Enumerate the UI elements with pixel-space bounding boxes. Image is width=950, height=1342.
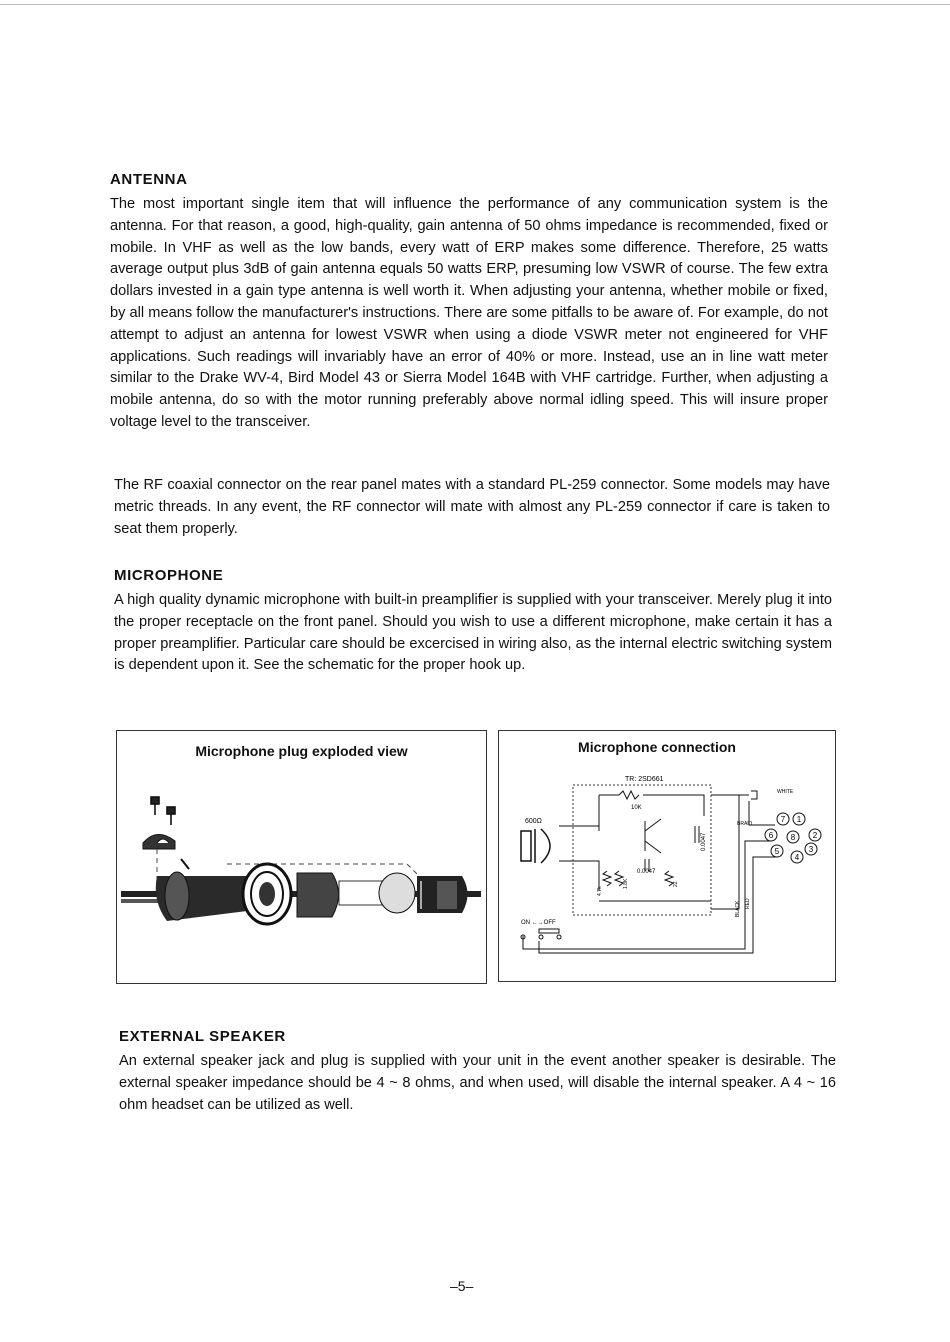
- pin-label: 7: [780, 815, 786, 824]
- r3-label: 1.8K: [623, 878, 629, 889]
- cap2-label: 0.0047: [637, 869, 656, 875]
- resistor-10k-label: 10K: [631, 805, 642, 811]
- pin-label: 1: [796, 815, 802, 824]
- microphone-schematic: [499, 731, 835, 981]
- microphone-paragraph: A high quality dynamic microphone with built-in preamplifier is supplied with your transceiver. Merely plug it into the proper receptacle on the front panel. Should you wish to use a different microphone, make certain it has a proper preamplifier. Particular care should be excercised in wiring also, as the internal electric switching system is dependent upon it. See the schematic for the proper hook up.: [114, 592, 832, 674]
- antenna-heading: ANTENNA: [110, 171, 188, 188]
- ring-nut-icon: [243, 864, 291, 924]
- page-number: –5–: [450, 1278, 474, 1294]
- r2-label: 4.7k: [597, 886, 603, 896]
- pin-label: 6: [768, 831, 774, 840]
- transistor-label: TR: 2SD661: [625, 776, 664, 783]
- screw-icon: [151, 797, 175, 825]
- red-wire-label: RED: [745, 898, 751, 909]
- pin-label: 2: [812, 831, 818, 840]
- antenna-paragraph-1: The most important single item that will influence the performance of any communication system is the antenna. For that reason, a good, high-quality, gain antenna of 50 ohms impedance is recommended, fixed or mobile. In VHF as well as the low bands, every watt of ERP makes some difference. Therefore, 25 watts average output plus 3dB of gain antenna equals 50 watts ERP, presuming low VSWR of course. The few extra dollars invested in a gain type antenna is well worth it. When adjusting your antenna, whether mobile or fixed, by all means follow the manufacturer's instructions. There are some pitfalls to be aware of. For example, do not attempt to adjust an antenna for lowest VSWR when using a diode VSWR meter not engineered for VHF applications. Such readings will invariably have an error of 40% or more. Instead, use an in line watt meter similar to the Drake WV-4, Bird Model 43 or Sierra Model 164B with VHF cartridge. Further, when adjusting a mobile antenna, do so with the motor running preferably above normal idling speed. This will insure proper voltage level to the transceiver.: [110, 196, 828, 430]
- microphone-heading: MICROPHONE: [114, 567, 224, 584]
- external-speaker-paragraph: An external speaker jack and plug is supplied with your unit in the event another speaker is desirable. The external speaker impedance should be 4 ~ 8 ohms, and when used, will disable the internal speaker. A 4 ~ 16 ohm headset can be utilized as well.: [119, 1053, 836, 1113]
- microphone-plug-drawing: [117, 731, 486, 983]
- switch-icon: [521, 929, 561, 939]
- external-speaker-heading: EXTERNAL SPEAKER: [119, 1028, 286, 1045]
- microphone-connection-title: Microphone connection: [578, 739, 736, 755]
- pin-label: 4: [794, 853, 800, 862]
- pin-label: 5: [774, 847, 780, 856]
- r4-label: 22: [673, 881, 679, 887]
- switch-label: ON ←→OFF: [521, 920, 556, 926]
- antenna-paragraph-2: The RF coaxial connector on the rear panel mates with a standard PL-259 connector. Some models may have metric threads. In any event, the RF connector will mate with almost any PL-259 connector if care is taken to seat them properly.: [114, 477, 830, 537]
- exploded-view-title: Microphone plug exploded view: [195, 743, 408, 759]
- black-wire-label: BLACK: [735, 900, 741, 917]
- exploded-view-figure: [116, 730, 487, 984]
- pin-label: 3: [808, 845, 814, 854]
- microphone-element-icon: [521, 829, 550, 863]
- white-wire-label: WHITE: [777, 789, 794, 795]
- braid-label: BRAID: [737, 821, 753, 827]
- pin-label: 8: [790, 833, 796, 842]
- top-rule: [0, 4, 950, 5]
- microphone-connection-figure: [498, 730, 836, 982]
- cap1-label: 0.0047: [701, 832, 707, 851]
- impedance-label: 600Ω: [525, 818, 542, 825]
